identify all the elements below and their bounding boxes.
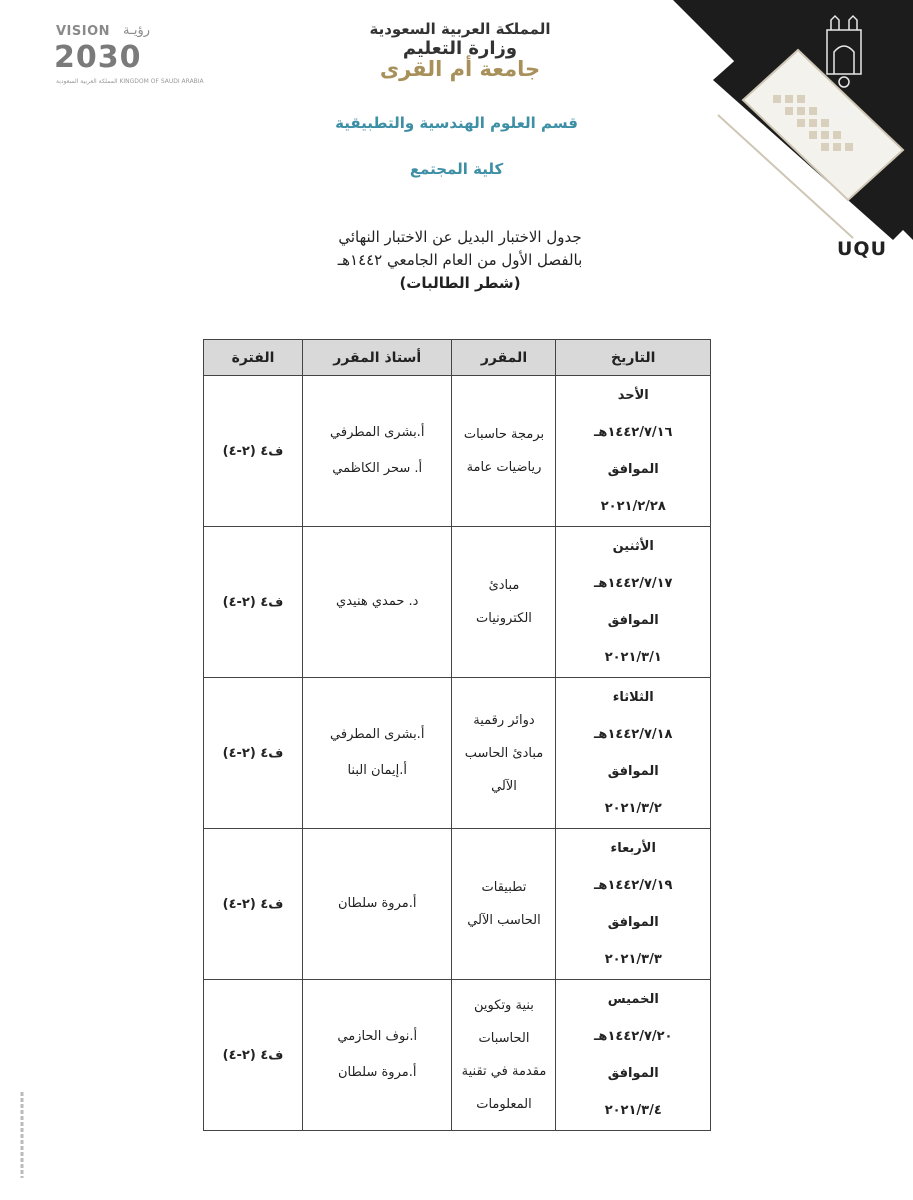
course-line: الآلي (491, 778, 517, 794)
teacher-cell (303, 376, 452, 527)
teacher-name: أ.بشرى المطرفي (330, 425, 425, 440)
teacher-name: أ.مروة سلطان (337, 1065, 417, 1080)
kingdom-name: المملكة العربية السعودية (369, 20, 551, 38)
date-gregorian: ٢٠٢١/٣/٢ (604, 801, 662, 816)
teacher-cell (303, 678, 452, 829)
course-line: برمجة حاسبات (463, 427, 545, 442)
course-cell (452, 527, 556, 678)
course-line: المعلومات (476, 1097, 532, 1112)
teacher-name: أ.مروة سلطان (337, 896, 417, 911)
letterhead (300, 20, 620, 81)
header-teacher: أستاذ المقرر (303, 340, 452, 376)
period-cell: ف٤ (٢-٤) (204, 527, 303, 678)
date-day: الأحد (617, 388, 649, 403)
vision-year: 2030 (54, 40, 142, 75)
exam-schedule-table (203, 339, 711, 1131)
date-day: الثلاثاء (612, 690, 654, 705)
period-cell: ف٤ (٢-٤) (204, 980, 303, 1131)
date-corresponds: الموافق (607, 1066, 659, 1081)
vision-arabic: رؤيـة (123, 23, 150, 38)
uqu-mark: UQU (836, 238, 887, 260)
course-line: بنية وتكوين (474, 998, 534, 1013)
vision-2030-logo (50, 23, 204, 90)
vision-word: VISION (56, 24, 111, 39)
header-period: الفترة (204, 340, 303, 376)
course-line: الحاسبات (478, 1031, 530, 1046)
period-cell: ف٤ (٢-٤) (204, 678, 303, 829)
course-line: مبادئ (488, 578, 520, 593)
date-hijri: ١٤٤٢/٧/١٦هـ (593, 425, 673, 440)
teacher-name: أ.نوف الحازمي (337, 1029, 418, 1044)
date-hijri: ١٤٤٢/٧/١٩هـ (593, 878, 673, 893)
date-hijri: ١٤٤٢/٧/٢٠هـ (593, 1029, 673, 1044)
course-line: الحاسب الآلي (467, 913, 541, 928)
college-name: كلية المجتمع (409, 160, 504, 178)
date-gregorian: ٢٠٢١/٣/١ (604, 650, 662, 665)
course-line: الكترونيات (476, 611, 532, 626)
date-corresponds: الموافق (607, 915, 659, 930)
period-cell: ف٤ (٢-٤) (204, 829, 303, 980)
ministry-name: وزارة التعليم (402, 38, 518, 59)
date-gregorian: ٢٠٢١/٣/٤ (604, 1103, 662, 1118)
course-cell (452, 678, 556, 829)
department-name: قسم العلوم الهندسية والتطبيقية (335, 114, 578, 132)
date-corresponds: الموافق (607, 462, 659, 477)
teacher-name: أ. سحر الكاظمي (332, 461, 423, 476)
page-code: 031 (825, 106, 855, 122)
university-emblem-icon (819, 12, 869, 92)
table-row (204, 678, 711, 829)
date-day: الخميس (607, 992, 659, 1007)
course-cell (452, 829, 556, 980)
university-name: جامعة أم القرى (379, 57, 541, 81)
table-row (204, 980, 711, 1131)
date-corresponds: الموافق (607, 613, 659, 628)
date-day: الأثنين (612, 539, 654, 554)
header-date: التاريخ (556, 340, 711, 376)
date-cell (556, 829, 711, 980)
title-line-1: جدول الاختبار البديل عن الاختبار النهائي (338, 228, 582, 246)
course-cell (452, 980, 556, 1131)
date-hijri: ١٤٤٢/٧/١٧هـ (593, 576, 673, 591)
vision-subtitle: المملكة العربية السعودية KINGDOM OF SAUDI ARABIA (56, 78, 204, 85)
header-course: المقرر (452, 340, 556, 376)
course-line: مقدمة في تقنية (461, 1064, 547, 1079)
teacher-name: أ.بشرى المطرفي (330, 727, 425, 742)
date-gregorian: ٢٠٢١/٣/٣ (604, 952, 662, 967)
table-row (204, 376, 711, 527)
teacher-cell (303, 527, 452, 678)
table-row (204, 829, 711, 980)
date-day: الأربعاء (610, 841, 656, 856)
course-line: دوائر رقمية (473, 712, 535, 728)
title-line-2: بالفصل الأول من العام الجامعي ١٤٤٢هـ (337, 251, 583, 269)
table-header-row (204, 340, 711, 376)
date-hijri: ١٤٤٢/٧/١٨هـ (593, 727, 673, 742)
course-line: مبادئ الحاسب (464, 745, 544, 761)
course-cell (452, 376, 556, 527)
period-cell: ف٤ (٢-٤) (204, 376, 303, 527)
date-gregorian: ٢٠٢١/٢/٢٨ (600, 499, 666, 514)
teacher-name: أ.إيمان البنا (347, 763, 407, 778)
table-row (204, 527, 711, 678)
teacher-name: د. حمدي هنيدي (336, 594, 419, 609)
document-title (300, 226, 620, 295)
side-margin-note (14, 1090, 30, 1180)
course-line: رياضيات عامة (466, 460, 542, 475)
title-line-3: (شطر الطالبات) (399, 274, 521, 292)
date-cell (556, 527, 711, 678)
date-cell (556, 376, 711, 527)
teacher-cell (303, 829, 452, 980)
date-corresponds: الموافق (607, 764, 659, 779)
course-line: تطبيقات (481, 880, 527, 895)
date-cell (556, 678, 711, 829)
teacher-cell (303, 980, 452, 1131)
date-cell (556, 980, 711, 1131)
